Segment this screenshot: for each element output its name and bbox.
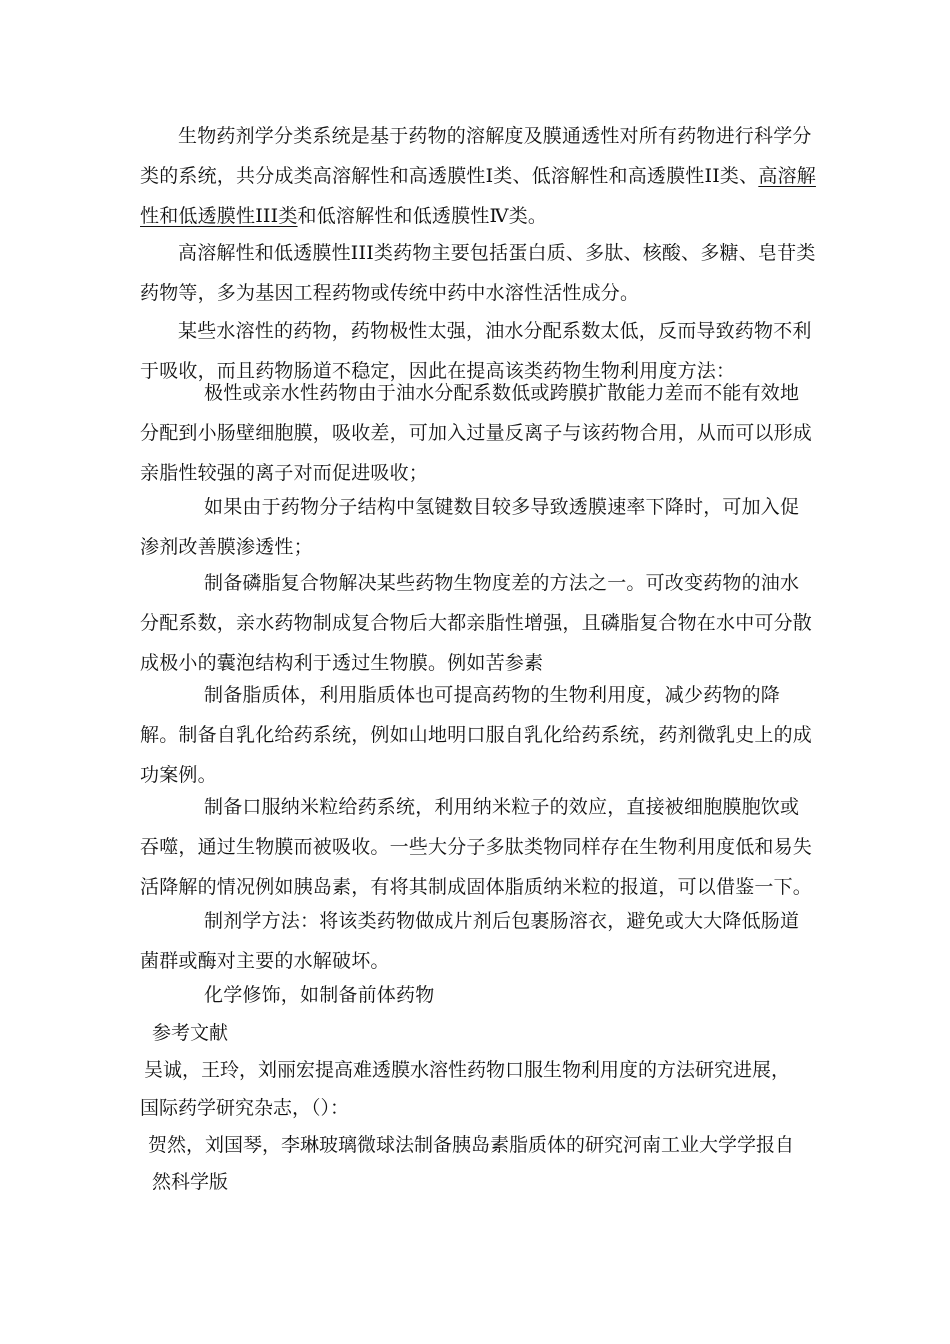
underlined-class-iii-text: 高溶解性和低透膜性III类 (140, 165, 816, 227)
reference-item-2-line-2: 然科学版 (152, 1171, 229, 1193)
paragraph-phospholipid-complex: 制备磷脂复合物解决某些药物生物度差的方法之一。可改变药物的油水分配系数，亲水药物制成复合物后大都亲脂性增强，且磷脂复合物在水中可分散成极小的囊泡结构利于透过生物膜。例如苦参素 (140, 572, 813, 674)
paragraph-bcs-intro-tail: 和低溶解性和低透膜性Ⅳ类。 (297, 205, 548, 227)
paragraph-water-soluble: 某些水溶性的药物，药物极性太强，油水分配系数太低，反而导致药物不利于吸收，而且药物肠道不稳定，因此在提高该类药物生物利用度方法： (140, 320, 812, 382)
reference-item-1-line-2: 国际药学研究杂志，（）： (140, 1097, 350, 1119)
paragraph-ion-pair: 极性或亲水性药物由于油水分配系数低或跨膜扩散能力差而不能有效地分配到小肠壁细胞膜，吸收差，可加入过量反离子与该药物合用，从而可以形成亲脂性较强的离子对而促进吸收； (140, 382, 813, 484)
paragraph-bcs-intro-text: 生物药剂学分类系统是基于药物的溶解度及膜通透性对所有药物进行科学分类的系统，共分成类高溶解性和高透膜性Ⅰ类、低溶解性和高透膜性II类、 (140, 125, 812, 187)
paragraph-class-iii-drugs: 高溶解性和低透膜性III类药物主要包括蛋白质、多肽、核酸、多糖、皂苷类药物等，多为基因工程药物或传统中药中水溶性活性成分。 (140, 242, 816, 304)
paragraph-bcs-intro (140, 116, 816, 236)
paragraph-formulation-method: 制剂学方法：将该类药物做成片剂后包裹肠溶衣，避免或大大降低肠道菌群或酶对主要的水解破坏。 (140, 910, 800, 972)
paragraph-chemical-modification: 化学修饰，如制备前体药物 (204, 984, 435, 1006)
paragraph-penetration-enhancer: 如果由于药物分子结构中氢键数目较多导致透膜速率下降时，可加入促渗剂改善膜渗透性； (140, 496, 800, 558)
paragraph-nanoparticle: 制备口服纳米粒给药系统，利用纳米粒子的效应，直接被细胞膜胞饮或吞噬，通过生物膜而被吸收。一些大分子多肽类物同样存在生物利用度低和易失活降解的情况例如胰岛素，有将其制成固体脂质纳米粒的报道，可以借鉴一下。 (140, 796, 813, 898)
reference-item-2-line-1: 贺然，刘国琴，李琳玻璃微球法制备胰岛素脂质体的研究河南工业大学学报自 (148, 1134, 795, 1156)
references-heading: 参考文献 (152, 1022, 229, 1044)
paragraph-liposome: 制备脂质体，利用脂质体也可提高药物的生物利用度，减少药物的降解。制备自乳化给药系统，例如山地明口服自乳化给药系统，药剂微乳史上的成功案例。 (140, 684, 813, 786)
reference-item-1-line-1: 吴诚，王玲，刘丽宏提高难透膜水溶性药物口服生物利用度的方法研究进展， (144, 1059, 791, 1081)
